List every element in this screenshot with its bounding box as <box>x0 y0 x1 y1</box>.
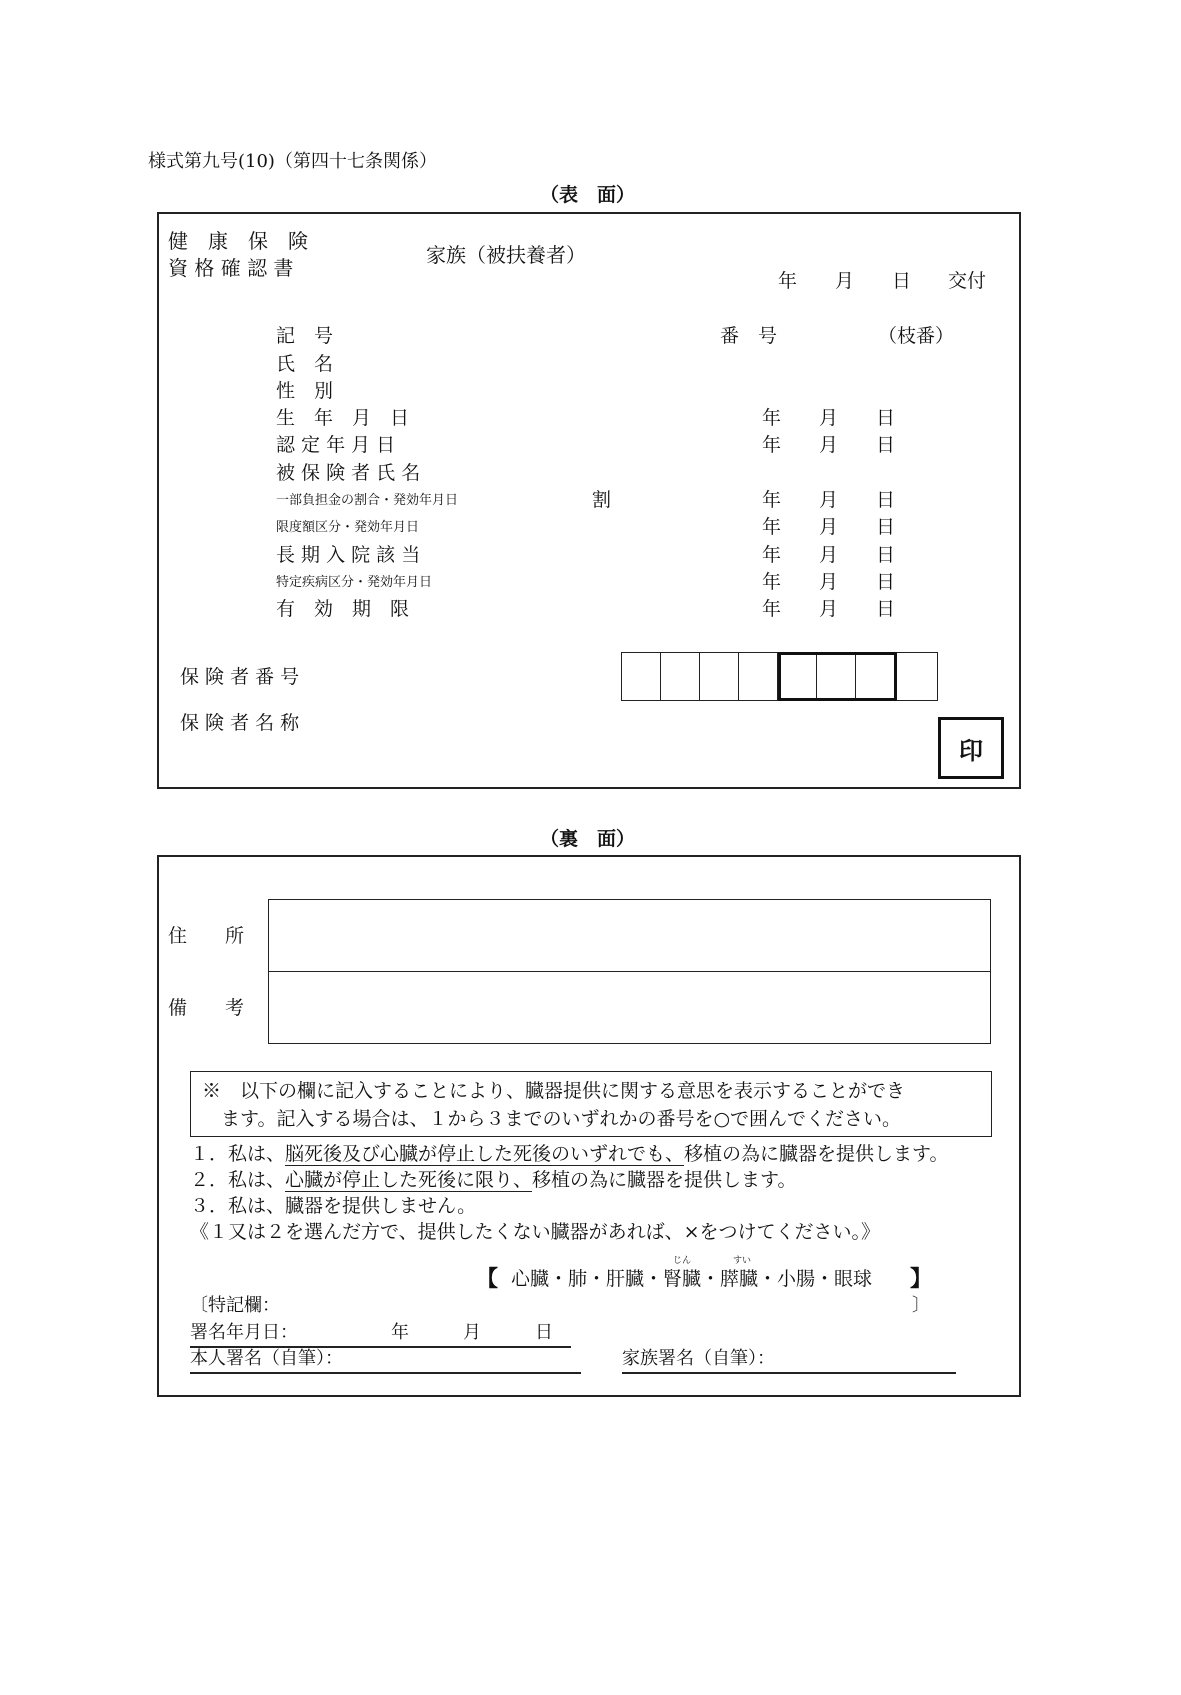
signature-date-ymd: 年 月 日 <box>391 1322 553 1343</box>
cert-title-line1: 健 康 保 険 <box>168 229 308 253</box>
insurer-name-label: 保 険 者 名 称 <box>180 712 300 734</box>
address-label: 住 所 <box>168 925 245 947</box>
seal-text: 印 <box>959 736 983 765</box>
disease-ymd: 年 月 日 <box>762 571 896 593</box>
digit-box <box>661 653 700 700</box>
number-label: 番 号 <box>720 325 778 347</box>
longterm-label: 長 期 入 院 該 当 <box>276 544 421 566</box>
digit-box <box>622 653 661 700</box>
copay-ymd: 年 月 日 <box>762 489 896 511</box>
notice-line2: ます。記入する場合は、１から３までのいずれかの番号を○で囲んでください。 <box>221 1108 902 1130</box>
ruby-jin: じん <box>673 1256 692 1266</box>
signature-date-label: 署名年月日： <box>190 1322 298 1343</box>
expiry-ymd: 年 月 日 <box>762 598 896 620</box>
organ-list: 心臓・肺・肝臓・腎臓・膵臓・小腸・眼球 <box>511 1268 873 1290</box>
organ-instruction: 《１又は２を選んだ方で、提供したくない臓器があれば、×をつけてください。》 <box>190 1221 881 1243</box>
ruby-sui: すい <box>733 1256 752 1266</box>
special-notes-close: 〕 <box>912 1295 930 1316</box>
symbol-label: 記 号 <box>276 325 334 347</box>
digit-box <box>739 653 778 700</box>
insured-name-label: 被 保 険 者 氏 名 <box>276 462 421 484</box>
front-heading: （表 面） <box>540 184 636 206</box>
family-signature-line <box>622 1372 956 1374</box>
bracket-open: 【 <box>476 1266 499 1292</box>
birth-ymd: 年 月 日 <box>762 407 896 429</box>
bracket-close: 】 <box>910 1266 933 1292</box>
branch-label: （枝番） <box>878 325 955 347</box>
limit-ymd: 年 月 日 <box>762 516 896 538</box>
cert-date-label: 認 定 年 月 日 <box>276 434 396 456</box>
special-notes-label: 〔特記欄： <box>190 1295 280 1316</box>
form-title: 様式第九号(10)（第四十七条関係） <box>148 151 437 172</box>
birth-label: 生 年 月 日 <box>276 407 410 429</box>
disease-label: 特定疾病区分・発効年月日 <box>276 575 433 590</box>
digit-box <box>700 653 739 700</box>
self-signature-line <box>190 1372 581 1374</box>
address-remarks-table <box>268 899 991 1044</box>
name-label: 氏 名 <box>276 353 334 375</box>
self-signature-label: 本人署名（自筆）： <box>190 1348 343 1369</box>
insurer-number-highlight <box>778 652 897 701</box>
seal-box <box>938 717 1004 779</box>
remarks-label: 備 考 <box>168 997 245 1019</box>
copay-unit: 割 <box>592 489 612 511</box>
family-signature-label: 家族署名（自筆）： <box>622 1348 775 1369</box>
cert-title-line2: 資 格 確 認 書 <box>168 256 294 280</box>
insurer-number-label: 保 険 者 番 号 <box>180 666 300 688</box>
organ-option-1: １．私は、脳死後及び心臓が停止した死後のいずれでも、移植の為に臓器を提供します。 <box>190 1143 949 1165</box>
family-label: 家族（被扶養者） <box>426 243 586 267</box>
back-heading: （裏 面） <box>540 828 636 850</box>
notice-line1: ※ 以下の欄に記入することにより、臓器提供に関する意思を表示することができ <box>202 1080 906 1102</box>
organ-option-2: ２．私は、心臓が停止した死後に限り、移植の為に臓器を提供します。 <box>190 1169 797 1191</box>
sex-label: 性 別 <box>276 380 334 402</box>
issue-date: 年 月 日 <box>778 270 912 292</box>
longterm-ymd: 年 月 日 <box>762 544 896 566</box>
issue-label: 交付 <box>948 270 987 292</box>
organ-option-3: ３．私は、臓器を提供しません。 <box>190 1195 477 1217</box>
expiry-label: 有 効 期 限 <box>276 598 410 620</box>
limit-label: 限度額区分・発効年月日 <box>276 520 420 535</box>
cert-date-ymd: 年 月 日 <box>762 434 896 456</box>
copay-label: 一部負担金の割合・発効年月日 <box>276 493 459 508</box>
